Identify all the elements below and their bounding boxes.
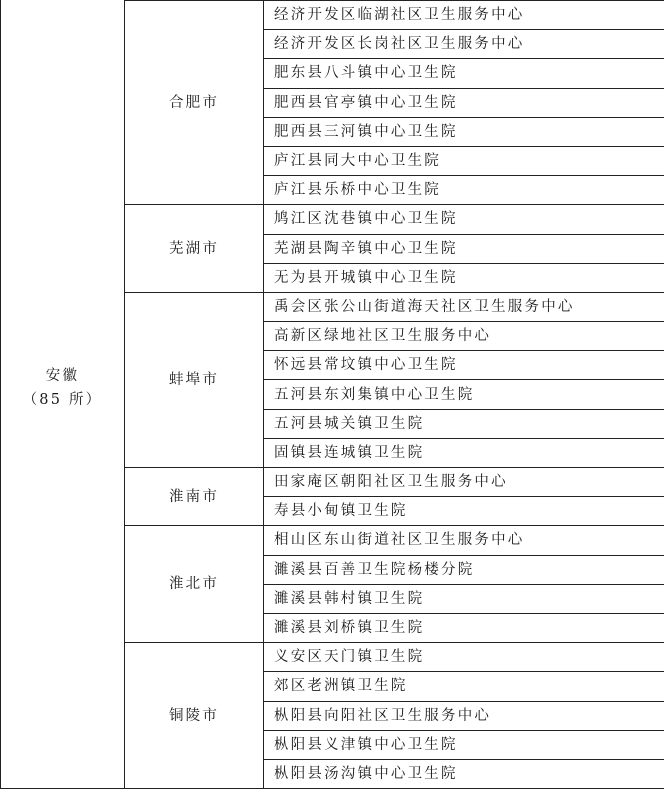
site-cell: 枞阳县汤沟镇中心卫生院 (264, 759, 664, 788)
site-cell: 濉溪县百善卫生院杨楼分院 (264, 555, 664, 584)
site-cell: 肥东县八斗镇中心卫生院 (264, 59, 664, 88)
city-cell: 蚌埠市 (125, 292, 264, 467)
site-cell: 濉溪县刘桥镇卫生院 (264, 613, 664, 642)
site-cell: 庐江县同大中心卫生院 (264, 146, 664, 175)
site-cell: 固镇县连城镇卫生院 (264, 438, 664, 467)
site-cell: 无为县开城镇中心卫生院 (264, 263, 664, 292)
site-cell: 田家庵区朝阳社区卫生服务中心 (264, 468, 664, 497)
site-cell: 枞阳县向阳社区卫生服务中心 (264, 701, 664, 730)
site-cell: 鸠江区沈巷镇中心卫生院 (264, 205, 664, 234)
facility-table-body (1, 0, 664, 789)
site-cell: 肥西县官亭镇中心卫生院 (264, 88, 664, 117)
province-count: （85 所） (1, 388, 124, 412)
site-cell: 肥西县三河镇中心卫生院 (264, 117, 664, 146)
site-cell: 枞阳县义津镇中心卫生院 (264, 730, 664, 759)
city-cell: 芜湖市 (125, 205, 264, 293)
city-cell: 淮南市 (125, 468, 264, 526)
site-cell: 经济开发区长岗社区卫生服务中心 (264, 30, 664, 59)
site-cell: 芜湖县陶辛镇中心卫生院 (264, 234, 664, 263)
site-cell: 义安区天门镇卫生院 (264, 643, 664, 672)
site-cell: 怀远县常坟镇中心卫生院 (264, 351, 664, 380)
site-cell: 五河县东刘集镇中心卫生院 (264, 380, 664, 409)
site-cell: 经济开发区临湖社区卫生服务中心 (264, 1, 664, 30)
site-cell: 濉溪县韩村镇卫生院 (264, 584, 664, 613)
site-cell: 相山区东山街道社区卫生服务中心 (264, 526, 664, 555)
site-cell: 五河县城关镇卫生院 (264, 409, 664, 438)
site-cell: 高新区绿地社区卫生服务中心 (264, 322, 664, 351)
city-cell: 合肥市 (125, 1, 264, 205)
site-cell: 郊区老洲镇卫生院 (264, 672, 664, 701)
site-cell: 禹会区张公山街道海天社区卫生服务中心 (264, 292, 664, 321)
city-cell: 淮北市 (125, 526, 264, 643)
province-cell (1, 0, 125, 789)
province-name: 安徽 (1, 364, 124, 388)
city-cell: 铜陵市 (125, 643, 264, 789)
site-cell: 寿县小甸镇卫生院 (264, 497, 664, 526)
site-cell: 庐江县乐桥中心卫生院 (264, 176, 664, 205)
